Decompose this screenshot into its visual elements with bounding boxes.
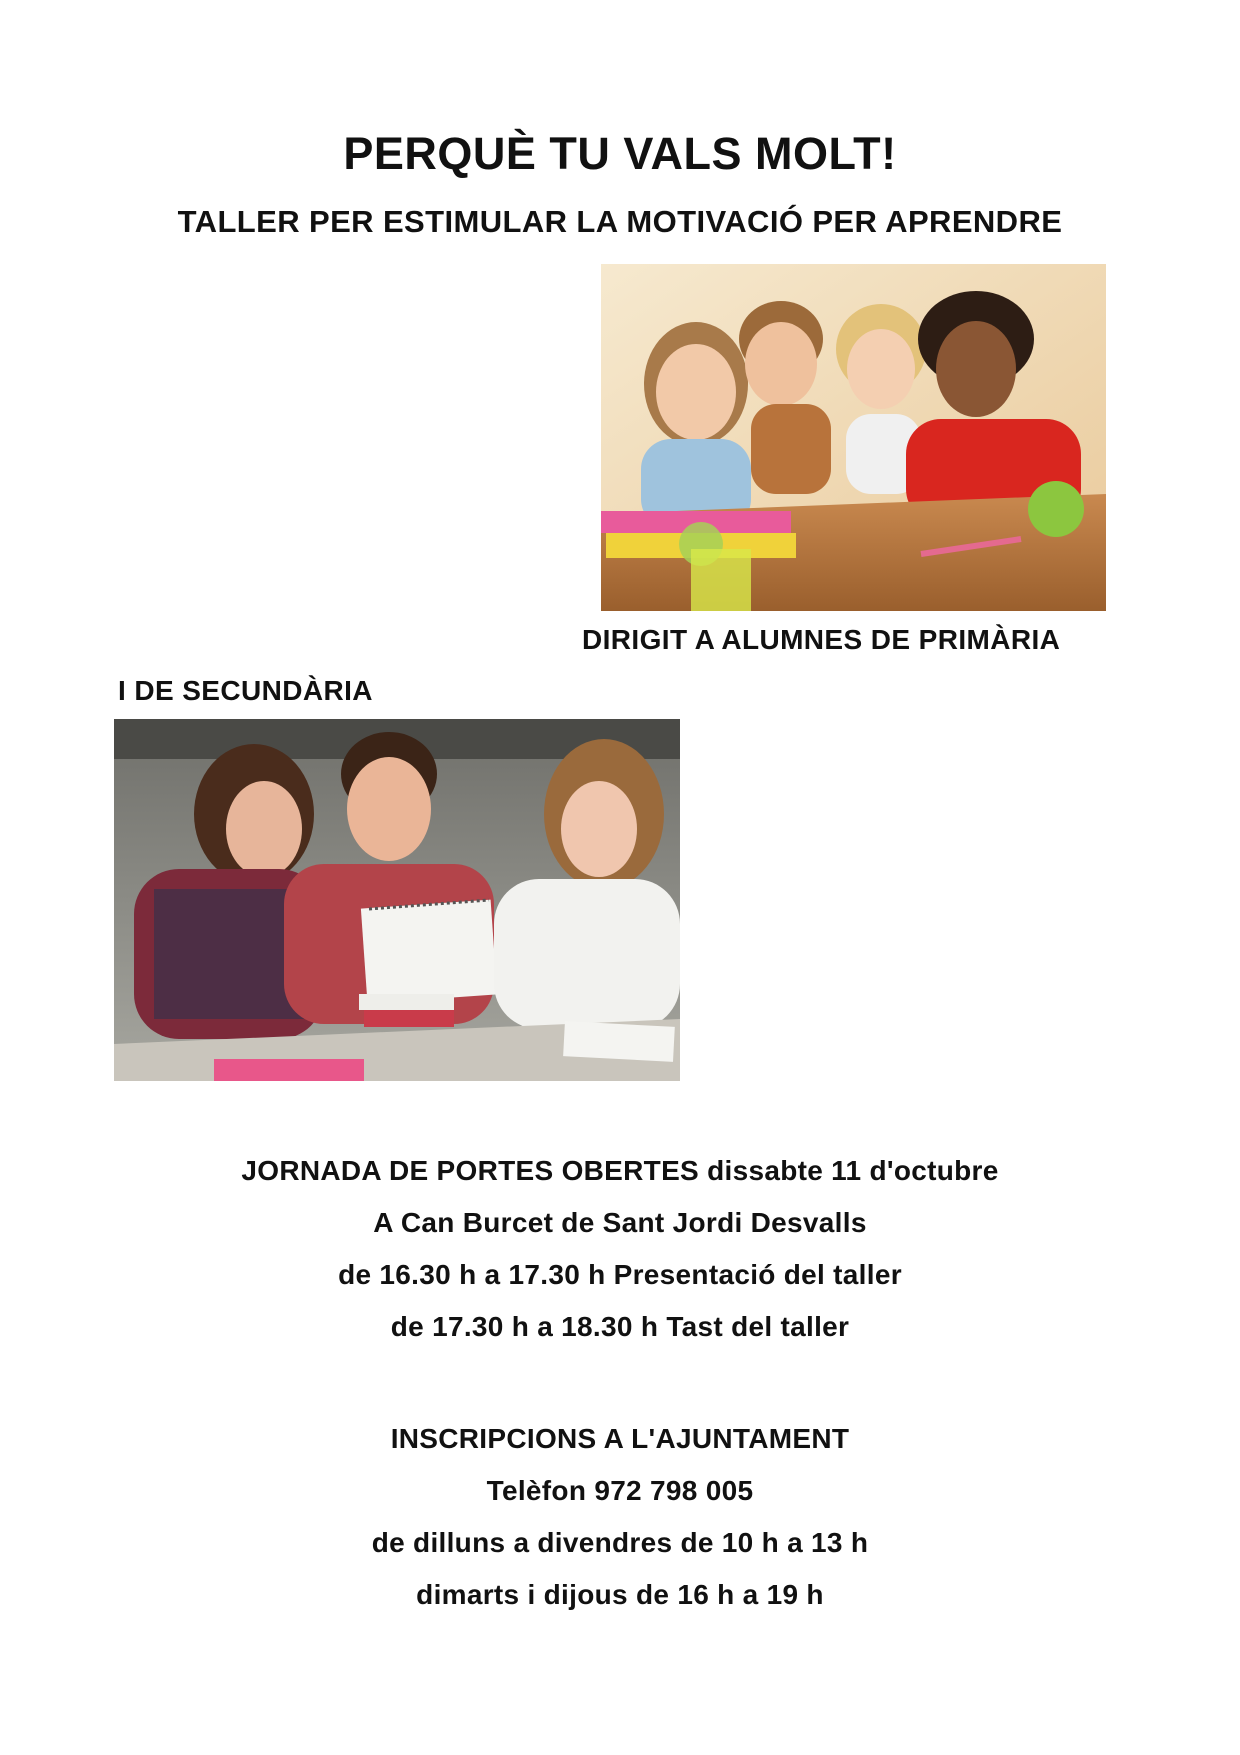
open-day-section [0,1145,1240,1353]
registration-hours: de dilluns a divendres de 10 h a 13 h [371,1527,869,1558]
page-subtitle: TALLER PER ESTIMULAR LA MOTIVACIÓ PER APRENDRE [177,204,1063,239]
open-day-schedule: de 17.30 h a 18.30 h Tast del taller [390,1311,850,1342]
teenagers-photo [114,719,680,1081]
page-title: PERQUÈ TU VALS MOLT! [343,128,897,179]
registration-hours: dimarts i dijous de 16 h a 19 h [416,1579,824,1610]
open-day-line: JORNADA DE PORTES OBERTES dissabte 11 d'octubre [241,1155,999,1186]
registration-phone: Telèfon 972 798 005 [486,1475,754,1506]
registration-heading: INSCRIPCIONS A L'AJUNTAMENT [390,1423,850,1454]
audience-line-secondary: I DE SECUNDÀRIA [118,675,373,706]
children-photo [601,264,1106,611]
registration-section [0,1413,1240,1621]
open-day-location: A Can Burcet de Sant Jordi Desvalls [373,1207,867,1238]
audience-line-primary: DIRIGIT A ALUMNES DE PRIMÀRIA [582,624,1061,655]
open-day-schedule: de 16.30 h a 17.30 h Presentació del taller [338,1259,902,1290]
